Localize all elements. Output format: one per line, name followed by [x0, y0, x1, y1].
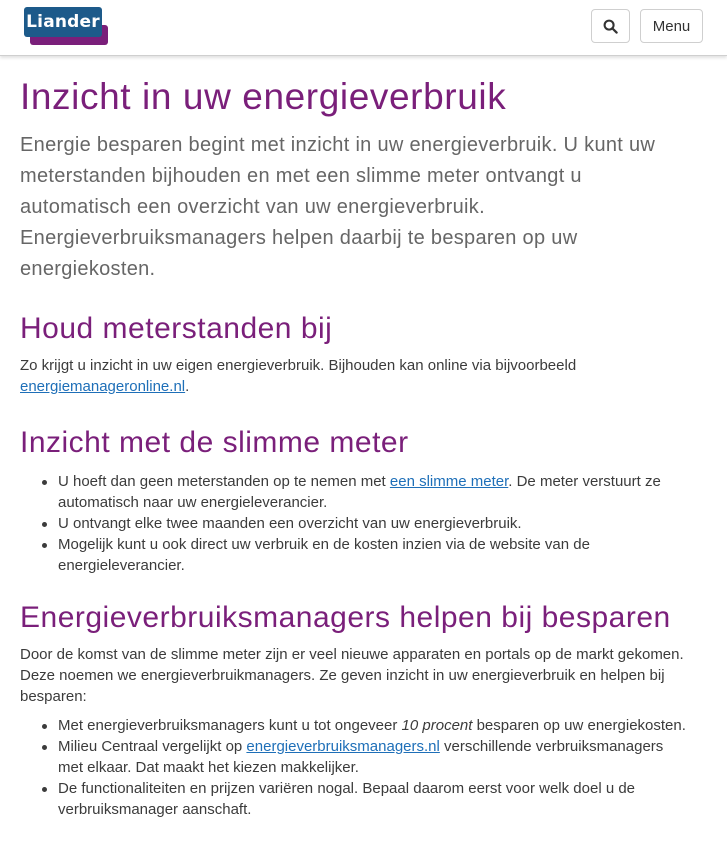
logo-text: Liander [26, 12, 100, 32]
energieverbruiksmanagers-link[interactable]: energieverbruiksmanagers.nl [246, 738, 440, 755]
heading-slimme-meter: Inzicht met de slimme meter [20, 426, 409, 459]
logo-badge [24, 7, 102, 37]
list-item-text: . De meter verstuurt ze automatisch naar uw energieleverancier. [58, 473, 661, 511]
list-item-text: verschillende verbruiksmanagers met elkaar. Dat maakt het kiezen makkelijker. [58, 738, 664, 776]
site-header [0, 0, 727, 56]
list-item: U ontvangt elke twee maanden een overzicht van uw energieverbruik. [42, 513, 690, 534]
list-item-text: Milieu Centraal vergelijkt op [58, 738, 247, 755]
lead-paragraph: Energie besparen begint met inzicht in uw energieverbruik. U kunt uw meterstanden bijhouden en met een slimme meter ontvangt u automatisch een overzicht van uw energieverbruik. Energieverbruiksmanagers helpen daarbij te besparen op uw energiekosten. [20, 134, 656, 280]
managers-list [42, 715, 690, 820]
heading-managers: Energieverbruiksmanagers helpen bij besparen [20, 601, 671, 634]
meterstanden-text-end: . [185, 378, 190, 395]
list-item-emphasis: 10 procent [401, 717, 473, 734]
main-content [20, 72, 690, 842]
slimme-meter-list [42, 471, 690, 576]
page-title: Inzicht in uw energieverbruik [20, 76, 507, 117]
slimme-meter-link[interactable]: een slimme meter [389, 473, 509, 490]
energiemanageronline-link[interactable]: energiemanageronline.nl [20, 378, 186, 395]
liander-logo[interactable] [24, 7, 108, 45]
search-icon [603, 19, 618, 34]
list-item [42, 715, 690, 736]
list-item-text: besparen op uw energiekosten. [472, 717, 686, 734]
search-button[interactable] [591, 9, 630, 43]
menu-button[interactable]: Menu [640, 9, 703, 43]
list-item: De functionaliteiten en prijzen variëren nogal. Bepaal daarom eerst voor welk doel u de verbruiksmanager aanschaft. [42, 778, 690, 820]
list-item: Mogelijk kunt u ook direct uw verbruik en de kosten inzien via de website van de energieleverancier. [42, 534, 690, 576]
list-item-text: U hoeft dan geen meterstanden op te nemen met [58, 473, 390, 490]
list-item [42, 736, 690, 778]
meterstanden-text: Zo krijgt u inzicht in uw eigen energieverbruik. Bijhouden kan online via bijvoorbeeld [20, 357, 577, 374]
meterstanden-paragraph [20, 355, 690, 397]
managers-intro: Door de komst van de slimme meter zijn er veel nieuwe apparaten en portals op de markt gekomen. Deze noemen we energieverbruikmanagers. Ze geven inzicht in uw energieverbruik en helpen bij besparen: [20, 646, 684, 705]
list-item [42, 471, 690, 513]
list-item-text: Met energieverbruiksmanagers kunt u tot ongeveer [58, 717, 402, 734]
heading-meterstanden: Houd meterstanden bij [20, 312, 333, 345]
